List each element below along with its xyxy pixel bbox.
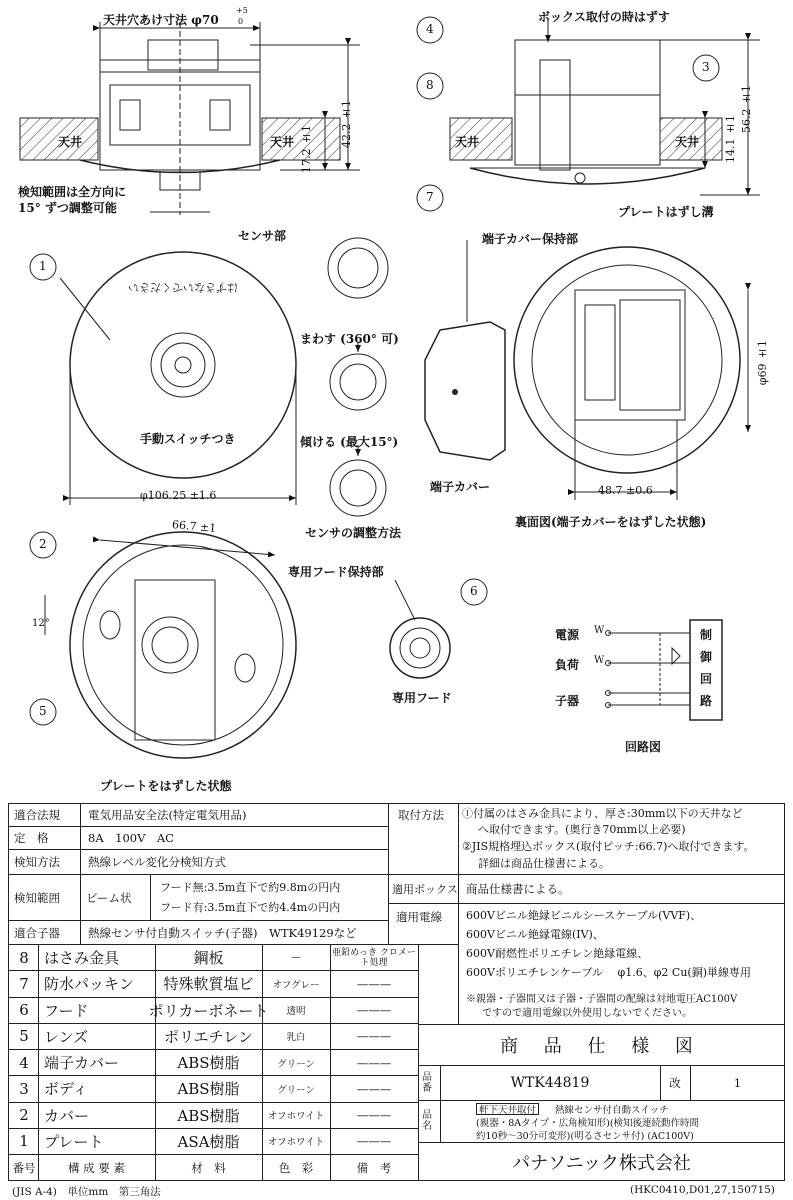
dim-56-2: 56.2 ±1 [740, 85, 753, 133]
part-remark: 亜鉛めっき クロメート処理 [332, 947, 416, 968]
part-material: ポリエチレン [163, 1027, 254, 1046]
footer-left: (JIS A-4) 単位mm 第三角法 [12, 1186, 161, 1198]
part-color: オフホワイト [267, 1111, 325, 1123]
rating-label: 定 格 [14, 831, 49, 845]
part-balloons [30, 17, 719, 725]
dim-48-7: 48.7 ±0.6 [598, 484, 653, 497]
header-no: 番号 [12, 1161, 36, 1175]
part-color: — [291, 952, 301, 964]
circuit-load-label: 負荷 [555, 658, 580, 672]
circuit-w1: W [594, 625, 605, 636]
ctrl-char-1: 制 [700, 628, 713, 642]
sensor-part-label: センサ部 [238, 229, 287, 243]
part-remark: ——— [356, 1108, 392, 1123]
part-material: ポリカーボネート [148, 1001, 269, 1020]
part-no: 3 [19, 1079, 29, 1098]
hinmei-line3: 約10秒～30分可変形)(明るさセンサ付) (AC100V) [476, 1131, 694, 1142]
mount-line1: ①付属のはさみ金具により、厚さ:30mm以下の天井など [462, 807, 743, 820]
part-material: ABS樹脂 [177, 1054, 240, 1073]
range-line2: フード有:3.5m直下で約4.4mの円内 [160, 901, 341, 914]
part-name: はさみ金具 [44, 949, 120, 968]
hinmei-line1: 熱線センサ付自動スイッチ [555, 1105, 669, 1116]
part-color: グリーン [277, 1058, 315, 1070]
adjust-method-label: センサの調整方法 [305, 526, 402, 540]
wire-label: 適用電線 [396, 910, 442, 924]
balloon-7: 7 [426, 190, 434, 204]
balloon-1: 1 [39, 259, 47, 273]
part-color: 乳白 [286, 1032, 306, 1044]
hood-label: 専用フード [392, 691, 452, 705]
law-label: 適合法規 [14, 808, 60, 822]
method-value: 熱線レベル変化分検知方式 [88, 855, 226, 869]
part-material: ABS樹脂 [177, 1080, 240, 1099]
part-remark: ——— [356, 1055, 392, 1070]
doc-title: 商 品 仕 様 図 [500, 1036, 703, 1057]
dim-14-1: 14.1 ±1 [724, 115, 737, 163]
part-name: 防水パッキン [44, 975, 134, 994]
circuit-power-label: 電源 [555, 628, 580, 642]
balloon-3: 3 [702, 60, 710, 74]
part-remark: ——— [356, 1029, 392, 1044]
plate-slot-label: プレートはずし溝 [618, 205, 714, 219]
ctrl-char-4: 路 [700, 694, 713, 708]
part-no: 8 [19, 948, 29, 967]
terminal-cover-view [425, 240, 505, 460]
dim-42-2: 42.2 ±1 [340, 100, 353, 148]
box-label: 適用ボックス [392, 883, 458, 896]
wire-line4: 600Vポリエチレンケーブル φ1.6、φ2 Cu(銅)単線専用 [466, 966, 751, 979]
header-material: 材 料 [191, 1161, 226, 1175]
ceiling-hole-label: 天井穴あけ寸法 φ70 [103, 13, 219, 27]
hood-view [390, 580, 450, 678]
part-name: ボディ [44, 1080, 88, 1099]
part-remark: ——— [356, 1134, 392, 1149]
ctrl-char-3: 回 [700, 672, 713, 686]
tilt-label: 傾ける (最大15°) [300, 435, 399, 449]
part-name: 端子カバー [44, 1054, 120, 1073]
part-name: プレート [44, 1132, 104, 1151]
sensor-adjust-views [328, 238, 388, 516]
rating-value: 8A 100V AC [88, 831, 174, 845]
dim-69: φ69 ±1 [756, 340, 769, 386]
header-name: 構 成 要 素 [68, 1161, 125, 1175]
method-label: 検知方法 [14, 855, 60, 869]
company-name: パナソニック株式会社 [512, 1153, 691, 1174]
part-material: ASA樹脂 [177, 1132, 240, 1151]
plate-removed-label: プレートをはずした状態 [100, 779, 232, 793]
mount-line2: へ取付できます。(奥行き70mm以上必要) [478, 823, 686, 836]
slave-value: 熱線センサ付自動スイッチ(子器) WTK49129など [88, 925, 357, 940]
rev-value: 1 [733, 1076, 742, 1090]
dim-106: φ106.25 ±1.6 [140, 489, 217, 502]
pull-text: はずさないでください [128, 281, 238, 294]
angle-12: 12° [32, 618, 50, 629]
wire-line2: 600Vビニル絶縁電線(IV)、 [466, 928, 604, 941]
rotate-label: まわす (360° 可) [300, 332, 399, 346]
balloon-8: 8 [426, 78, 434, 92]
range-type: ビーム状 [86, 890, 132, 905]
rev-label: 改 [669, 1076, 681, 1090]
balloon-2: 2 [39, 537, 47, 551]
detect-range-line2: 15° ずつ調整可能 [18, 201, 117, 215]
mount-line4: 詳細は商品仕様書による。 [478, 857, 610, 870]
part-material: ABS樹脂 [177, 1106, 240, 1125]
circuit-label: 回路図 [625, 740, 662, 754]
hinmei-line2: (親器・8Aタイプ・広角検知形)(検知後連続動作時間 [476, 1118, 700, 1129]
ceiling-hole-tol-minus: 0 [238, 17, 244, 26]
part-color: オフホワイト [267, 1137, 325, 1149]
law-value: 電気用品安全法(特定電気用品) [88, 808, 247, 822]
wire-line3: 600V耐燃性ポリエチレン絶縁電線、 [466, 947, 649, 960]
circuit-w2: W [594, 655, 605, 666]
detect-range-line1: 検知範囲は全方向に [18, 185, 127, 199]
side-view-right [450, 18, 760, 195]
dim-17-2: 17.2 ±1 [300, 125, 313, 173]
ceiling-right-label: 天井 [270, 135, 295, 149]
part-name: レンズ [44, 1027, 89, 1046]
mount-label: 取付方法 [398, 808, 444, 822]
ctrl-char-2: 御 [700, 650, 713, 664]
part-material: 特殊軟質塩ビ [163, 975, 254, 994]
hinmei-label: 品名 [422, 1110, 432, 1132]
terminal-cover-label: 端子カバー [430, 480, 491, 494]
part-remark: ——— [356, 1003, 392, 1018]
part-material: 鋼板 [193, 949, 224, 968]
part-color: オフグレー [272, 979, 320, 991]
terminal-holder-label: 端子カバー保持部 [482, 232, 579, 246]
part-no: 4 [19, 1053, 29, 1072]
wire-line1: 600Vビニル絶縁ビニルシースケーブル(VVF)、 [466, 909, 702, 922]
footer-right: (HKC0410,D01,27,150715) [630, 1184, 775, 1196]
ceiling-left-label-2: 天井 [455, 135, 480, 149]
part-color: グリーン [277, 1084, 315, 1096]
ceiling-hole-tol-plus: +5 [236, 6, 248, 15]
hinban-value: WTK44819 [510, 1075, 590, 1091]
part-remark: ——— [356, 1081, 392, 1096]
box-value: 商品仕様書による。 [466, 882, 570, 896]
ceiling-right-label-2: 天井 [675, 135, 700, 149]
mount-line3: ②JIS規格埋込ボックス(取付ピッチ:66.7)へ取付できます。 [462, 840, 755, 853]
circuit-slave-label: 子器 [555, 694, 580, 708]
balloon-6: 6 [470, 584, 478, 598]
manual-switch-label: 手動スイッチつき [140, 432, 236, 446]
hinmei-tag: 軒下天井取付 [476, 1103, 539, 1115]
part-no: 5 [19, 1027, 29, 1046]
part-remark: ——— [356, 976, 392, 991]
balloon-5: 5 [39, 704, 47, 718]
part-name: カバー [44, 1106, 90, 1125]
hinban-label: 品番 [422, 1072, 432, 1094]
dim-66-7: 66.7 ±1 [171, 518, 217, 535]
plate-removed-view [45, 532, 296, 758]
part-name: フード [44, 1001, 89, 1020]
header-color: 色 彩 [278, 1161, 314, 1175]
part-no: 2 [19, 1106, 29, 1125]
note-line2: ですので適用電線以外使用しないでください。 [482, 1007, 692, 1019]
note-line1: ※親器・子器間又は子器・子器間の配線は対地電圧AC100V [466, 993, 738, 1005]
hood-holder-label: 専用フード保持部 [288, 565, 384, 579]
slave-label: 適合子器 [14, 925, 60, 940]
back-view [514, 247, 748, 500]
ceiling-left-label: 天井 [58, 135, 83, 149]
range-line1: フード無:3.5m直下で約9.8mの円内 [160, 881, 341, 894]
balloon-4: 4 [426, 22, 434, 36]
part-color: 透明 [286, 1006, 306, 1018]
header-remark: 備 考 [356, 1161, 392, 1175]
remove-on-box-label: ボックス取付の時はずす [538, 10, 670, 24]
part-no: 6 [19, 1001, 29, 1020]
part-no: 7 [19, 974, 29, 993]
back-view-label: 裏面図(端子カバーをはずした状態) [515, 515, 707, 529]
part-no: 1 [19, 1132, 29, 1151]
range-label: 検知範囲 [14, 890, 60, 905]
